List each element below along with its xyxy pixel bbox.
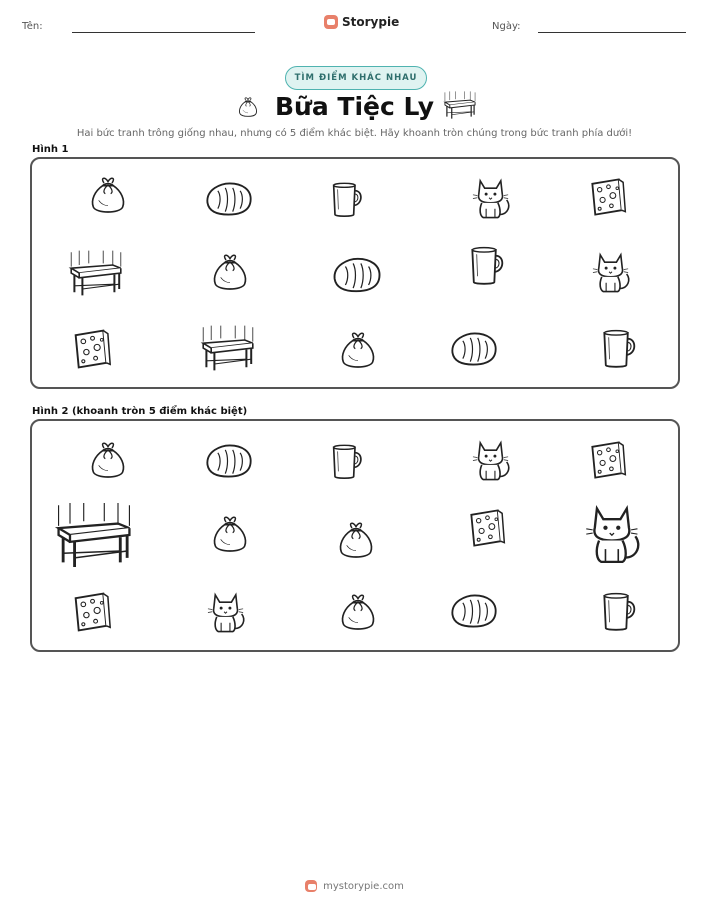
sponge-icon[interactable] (585, 174, 629, 220)
bag-icon[interactable] (88, 438, 128, 482)
bread-icon[interactable] (203, 178, 255, 220)
sponge-icon[interactable] (68, 588, 114, 636)
sponge-icon[interactable] (464, 504, 508, 552)
date-line[interactable] (538, 32, 686, 33)
table-icon[interactable] (68, 248, 124, 298)
bread-icon[interactable] (448, 590, 500, 632)
activity-badge: TÌM ĐIỂM KHÁC NHAU (285, 66, 427, 90)
cat-icon[interactable] (582, 496, 646, 568)
cat-icon[interactable] (590, 246, 634, 296)
name-label: Tên: (22, 21, 43, 32)
bag-icon[interactable] (338, 328, 378, 372)
page-title: Bữa Tiệc Ly (274, 92, 435, 121)
bag-icon[interactable] (210, 512, 250, 556)
mug-icon[interactable] (597, 588, 641, 636)
footer (0, 880, 709, 892)
brand-logo (324, 15, 399, 29)
bread-icon[interactable] (203, 440, 255, 482)
bag-icon[interactable] (210, 250, 250, 294)
sponge-icon[interactable] (68, 326, 114, 372)
title-table-icon (443, 90, 477, 120)
cat-icon[interactable] (205, 586, 249, 636)
bag-icon[interactable] (338, 590, 378, 634)
storypie-logo-icon (324, 15, 338, 29)
instructions: Hai bức tranh trông giống nhau, nhưng có 5 điểm khác biệt. Hãy khoanh tròn chúng trong bức tranh phía dưới! (76, 128, 633, 139)
cat-icon[interactable] (470, 172, 514, 222)
cat-icon[interactable] (470, 434, 514, 484)
bread-icon[interactable] (448, 328, 500, 370)
table-icon[interactable] (54, 500, 134, 570)
name-line[interactable] (72, 32, 255, 33)
sponge-icon[interactable] (585, 436, 629, 484)
mug-icon[interactable] (597, 326, 641, 372)
picture2-label: Hình 2 (khoanh tròn 5 điểm khác biệt) (32, 406, 248, 417)
date-label: Ngày: (492, 21, 521, 32)
bag-icon[interactable] (336, 518, 376, 562)
bag-icon[interactable] (88, 172, 128, 218)
mug-icon[interactable] (327, 440, 367, 484)
table-icon[interactable] (200, 322, 256, 374)
bread-icon[interactable] (330, 254, 384, 296)
mug-icon[interactable] (465, 244, 509, 288)
picture1-label: Hình 1 (32, 144, 69, 155)
storypie-footer-logo-icon (305, 880, 317, 892)
footer-url[interactable]: mystorypie.com (323, 880, 404, 892)
brand-name: Storypie (342, 15, 400, 29)
mug-icon[interactable] (327, 178, 367, 222)
